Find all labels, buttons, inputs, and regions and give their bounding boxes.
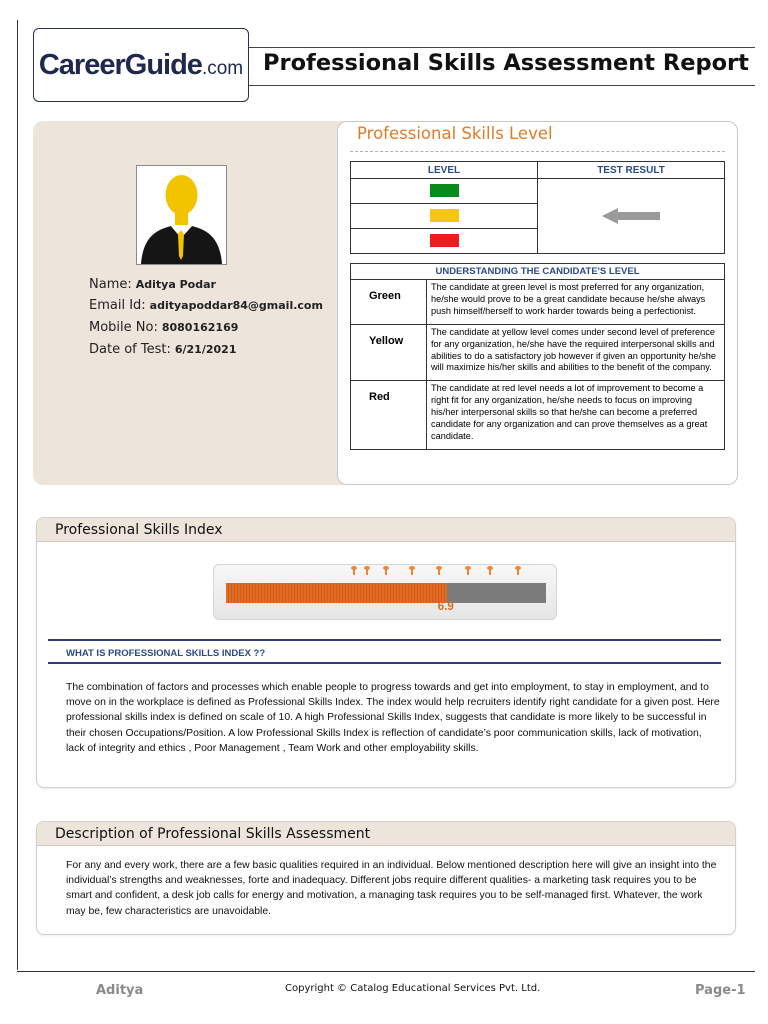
- email-label: Email Id:: [89, 298, 146, 313]
- mobile-label: Mobile No:: [89, 320, 158, 335]
- header-rule-top: [247, 47, 755, 48]
- test-date: 6/21/2021: [174, 343, 237, 356]
- skills-level-title: Professional Skills Level: [357, 124, 553, 143]
- yellow-level-swatch: [430, 209, 459, 222]
- footer-copyright: Copyright © Catalog Educational Services Pvt. Ltd.: [285, 983, 541, 994]
- description-heading: Description of Professional Skills Assessment: [37, 822, 735, 846]
- gauge-marker-icon: [410, 566, 414, 575]
- test-result-column-header: TEST RESULT: [538, 162, 725, 179]
- level-row-green: [351, 179, 538, 204]
- footer-candidate-name: Aditya: [96, 983, 144, 998]
- understanding-level-description: The candidate at red level needs a lot of improvement to become a right fit for any organization, he/she needs to focus on improving his/her interpersonal skills so that he/she can become a preferred candidate for any organization and can prove themselves as a great candidate.: [427, 381, 725, 450]
- understanding-level-name: Green: [351, 280, 427, 325]
- page-frame-left: [17, 20, 18, 970]
- gauge-marker-icon: [437, 566, 441, 575]
- understanding-title: UNDERSTANDING THE CANDIDATE'S LEVEL: [351, 264, 725, 280]
- understanding-row-yellow: [351, 324, 725, 381]
- gauge-marker-icon: [384, 566, 388, 575]
- logo-suffix-text: .com: [201, 57, 244, 79]
- level-row-red: [351, 229, 538, 254]
- understanding-level-table: [350, 263, 725, 450]
- gauge-marker-icon: [488, 566, 492, 575]
- candidate-avatar: [136, 165, 227, 265]
- what-is-index-title: WHAT IS PROFESSIONAL SKILLS INDEX ??: [66, 648, 266, 659]
- what-is-rule-top: [48, 639, 721, 641]
- candidate-name: Aditya Podar: [135, 278, 216, 291]
- understanding-level-description: The candidate at green level is most preferred for any organization, he/she would prove to be a great candidate because he/she always push himself/herself to work harder towards being a perfectionist.: [427, 280, 725, 325]
- footer-page-number: Page-1: [695, 983, 746, 998]
- understanding-level-description: The candidate at yellow level comes under second level of preference for any organization, he/she have the required interpersonal skills and abilities to do a satisfactory job however if given an opportunity he/she will maximize his/her skills and abilities to the benefit of the company.: [427, 324, 725, 381]
- red-level-swatch: [430, 234, 459, 247]
- candidate-email-row: [89, 298, 323, 313]
- gauge-marker-icon: [365, 566, 369, 575]
- logo-main-text: CareerGuide: [38, 48, 202, 81]
- green-level-swatch: [430, 184, 459, 197]
- what-is-rule-bottom: [48, 662, 721, 664]
- result-pointer-arrow-icon: [602, 208, 660, 224]
- level-column-header: LEVEL: [351, 162, 538, 179]
- candidate-date-row: [89, 342, 236, 357]
- skills-index-heading: Professional Skills Index: [37, 518, 735, 542]
- person-silhouette-icon: [137, 166, 226, 264]
- level-result-table: [350, 161, 725, 254]
- date-label: Date of Test:: [89, 342, 171, 357]
- understanding-level-name: Yellow: [351, 324, 427, 381]
- understanding-row-green: [351, 280, 725, 325]
- gauge-fill: [226, 583, 447, 603]
- gauge-marker-icon: [352, 566, 356, 575]
- gauge-track: [226, 583, 546, 603]
- gauge-marker-icon: [516, 566, 520, 575]
- footer-rule: [17, 971, 755, 972]
- name-label: Name:: [89, 277, 132, 292]
- candidate-email: adityapoddar84@gmail.com: [149, 299, 323, 312]
- test-result-cell: [538, 179, 725, 254]
- candidate-mobile-row: [89, 320, 238, 335]
- skills-index-score: 6.9: [437, 601, 454, 613]
- level-row-yellow: [351, 204, 538, 229]
- understanding-row-red: [351, 381, 725, 450]
- understanding-level-name: Red: [351, 381, 427, 450]
- what-is-index-text: The combination of factors and processes which enable people to progress towards and get into employment, to stay in employment, and to move on in the workplace is defined as Professional Skills Index. The index would help recruiters identify right candidate for a given post. Here professional skills index is defined on scale of 10. A high Professional Skills Index, suggests that candidate is more likely to be successful in their chosen Occupations/Position. A low Professional Skills Index is reflection of candidate’s poor communication skills, lack of motivation, lack of integrity and ethics , Poor Management , Team Work and other employability skills.: [66, 682, 720, 754]
- header-rule-bottom: [247, 85, 755, 86]
- candidate-name-row: [89, 277, 216, 292]
- gauge-marker-icon: [466, 566, 470, 575]
- careerguide-logo: [33, 28, 249, 102]
- description-text: For any and every work, there are a few basic qualities required in an individual. Below mentioned description here will give an insight into the individual’s strengths and weaknesses, forte and inadequacy. Different jobs require different qualities- a marketing task requires you to be smart and confident, a desk job calls for energy and motivation, a managing task requires you to be self-managed first. Whatever, the work may be, few characteristics are unavoidable.: [66, 860, 717, 917]
- report-title: Professional Skills Assessment Report: [263, 50, 749, 76]
- candidate-mobile: 8080162169: [161, 321, 239, 334]
- skills-level-divider: [350, 151, 725, 152]
